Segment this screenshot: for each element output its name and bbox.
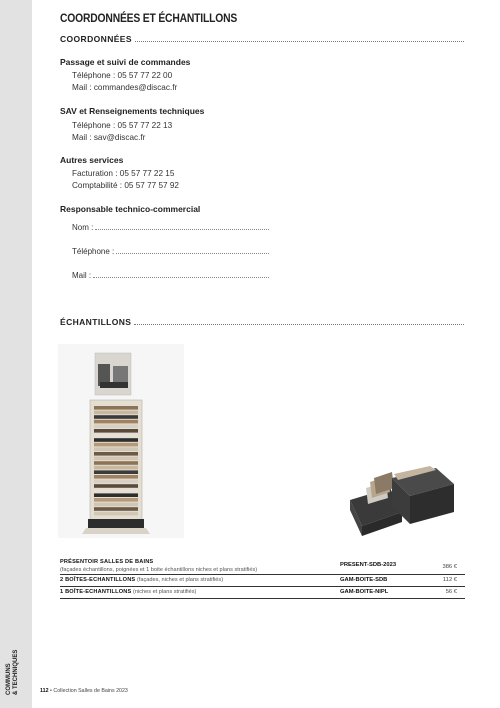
contact-title-rep: Responsable technico-commercial [60, 204, 201, 214]
sidebar-label-line1: COMMUNS [6, 663, 12, 695]
rep-name-label: Nom : [72, 223, 94, 232]
sample-slat [94, 415, 138, 419]
table-row [60, 587, 465, 599]
product-detail: (niches et plans stratifiés) [133, 589, 197, 595]
page-footer [40, 688, 128, 694]
sample-slat [94, 507, 138, 511]
footer-text: Collection Salles de Bains 2023 [53, 688, 128, 694]
product-code: GAM-BOITE-SDB [340, 577, 388, 583]
sample-slat [94, 484, 138, 488]
sample-slat [94, 457, 138, 461]
product-desc [60, 558, 257, 574]
sidebar-band [0, 0, 32, 708]
page-number: 112 [40, 688, 49, 694]
product-desc [60, 589, 196, 595]
heading-leader [134, 324, 464, 325]
rep-phone-label: Téléphone : [72, 247, 115, 256]
sample-slat [94, 424, 138, 428]
rep-name-field[interactable] [72, 223, 269, 232]
sample-slat [94, 411, 138, 415]
product-name: 2 BOÎTES-ECHANTILLONS [60, 577, 136, 583]
contact-title-other: Autres services [60, 155, 124, 165]
contact-accounting: Comptabilité : 05 57 77 57 92 [72, 181, 179, 190]
heading-leader [135, 41, 464, 42]
sample-slat [94, 438, 138, 442]
table-row [60, 556, 465, 575]
sample-slat [94, 429, 138, 433]
sample-slat [94, 480, 138, 484]
sample-slat [94, 489, 138, 493]
contact-mail-sav[interactable]: Mail : sav@discac.fr [72, 133, 146, 142]
sidebar-label-line2: & TECHNIQUES [13, 649, 19, 695]
footer-separator: • [50, 688, 52, 694]
sample-slat [94, 447, 138, 451]
contact-billing: Facturation : 05 57 77 22 15 [72, 169, 175, 178]
product-price: 112 € [442, 577, 457, 583]
page-title: COORDONNÉES ET ÉCHANTILLONS [60, 11, 238, 25]
product-name: PRÉSENTOIR SALLES DE BAINS [60, 559, 154, 565]
contact-title-orders: Passage et suivi de commandes [60, 57, 191, 67]
display-stand-photo [58, 344, 184, 538]
product-code: PRESENT-SDB-2023 [340, 562, 397, 568]
rep-phone-field[interactable] [72, 247, 269, 256]
section-heading-contacts [60, 34, 464, 44]
sample-slat [94, 461, 138, 465]
contact-mail-orders[interactable]: Mail : commandes@discac.fr [72, 83, 178, 92]
fill-line [116, 253, 269, 254]
contact-title-sav: SAV et Renseignements techniques [60, 106, 205, 116]
rep-mail-field[interactable] [72, 271, 269, 280]
sample-slat [94, 466, 138, 470]
section-heading-contacts-label: COORDONNÉES [60, 34, 132, 44]
sample-slat [94, 503, 138, 507]
product-code: GAM-BOITE-NIPL [340, 589, 389, 595]
section-heading-samples-label: ÉCHANTILLONS [60, 317, 132, 327]
sample-slat [94, 443, 138, 447]
sidebar-label [6, 635, 20, 695]
product-desc [60, 577, 223, 583]
contact-phone-orders: Téléphone : 05 57 77 22 00 [72, 71, 173, 80]
product-detail: (façades échantillons, poignées et 1 boite échantillons niches et plans stratifiés) [60, 567, 258, 573]
table-row [60, 575, 465, 587]
sample-slat [94, 475, 138, 479]
product-name: 1 BOÎTE-ECHANTILLONS [60, 589, 132, 595]
section-heading-samples [60, 317, 464, 327]
product-price: 56 € [445, 589, 457, 595]
fill-line [93, 277, 269, 278]
sample-slat [94, 498, 138, 502]
sample-slat [94, 452, 138, 456]
sample-slat [94, 420, 138, 424]
sample-slat [94, 434, 138, 438]
fill-line [95, 229, 269, 230]
sample-slat [94, 493, 138, 497]
product-price: 386 € [442, 564, 457, 570]
product-detail: (façades, niches et plans stratifiés) [136, 577, 224, 583]
sample-slat [94, 470, 138, 474]
sample-box-photo [344, 460, 460, 544]
rep-mail-label: Mail : [72, 271, 92, 280]
sample-slat [94, 406, 138, 410]
contact-phone-sav: Téléphone : 05 57 77 22 13 [72, 121, 173, 130]
sample-slat [94, 512, 138, 516]
